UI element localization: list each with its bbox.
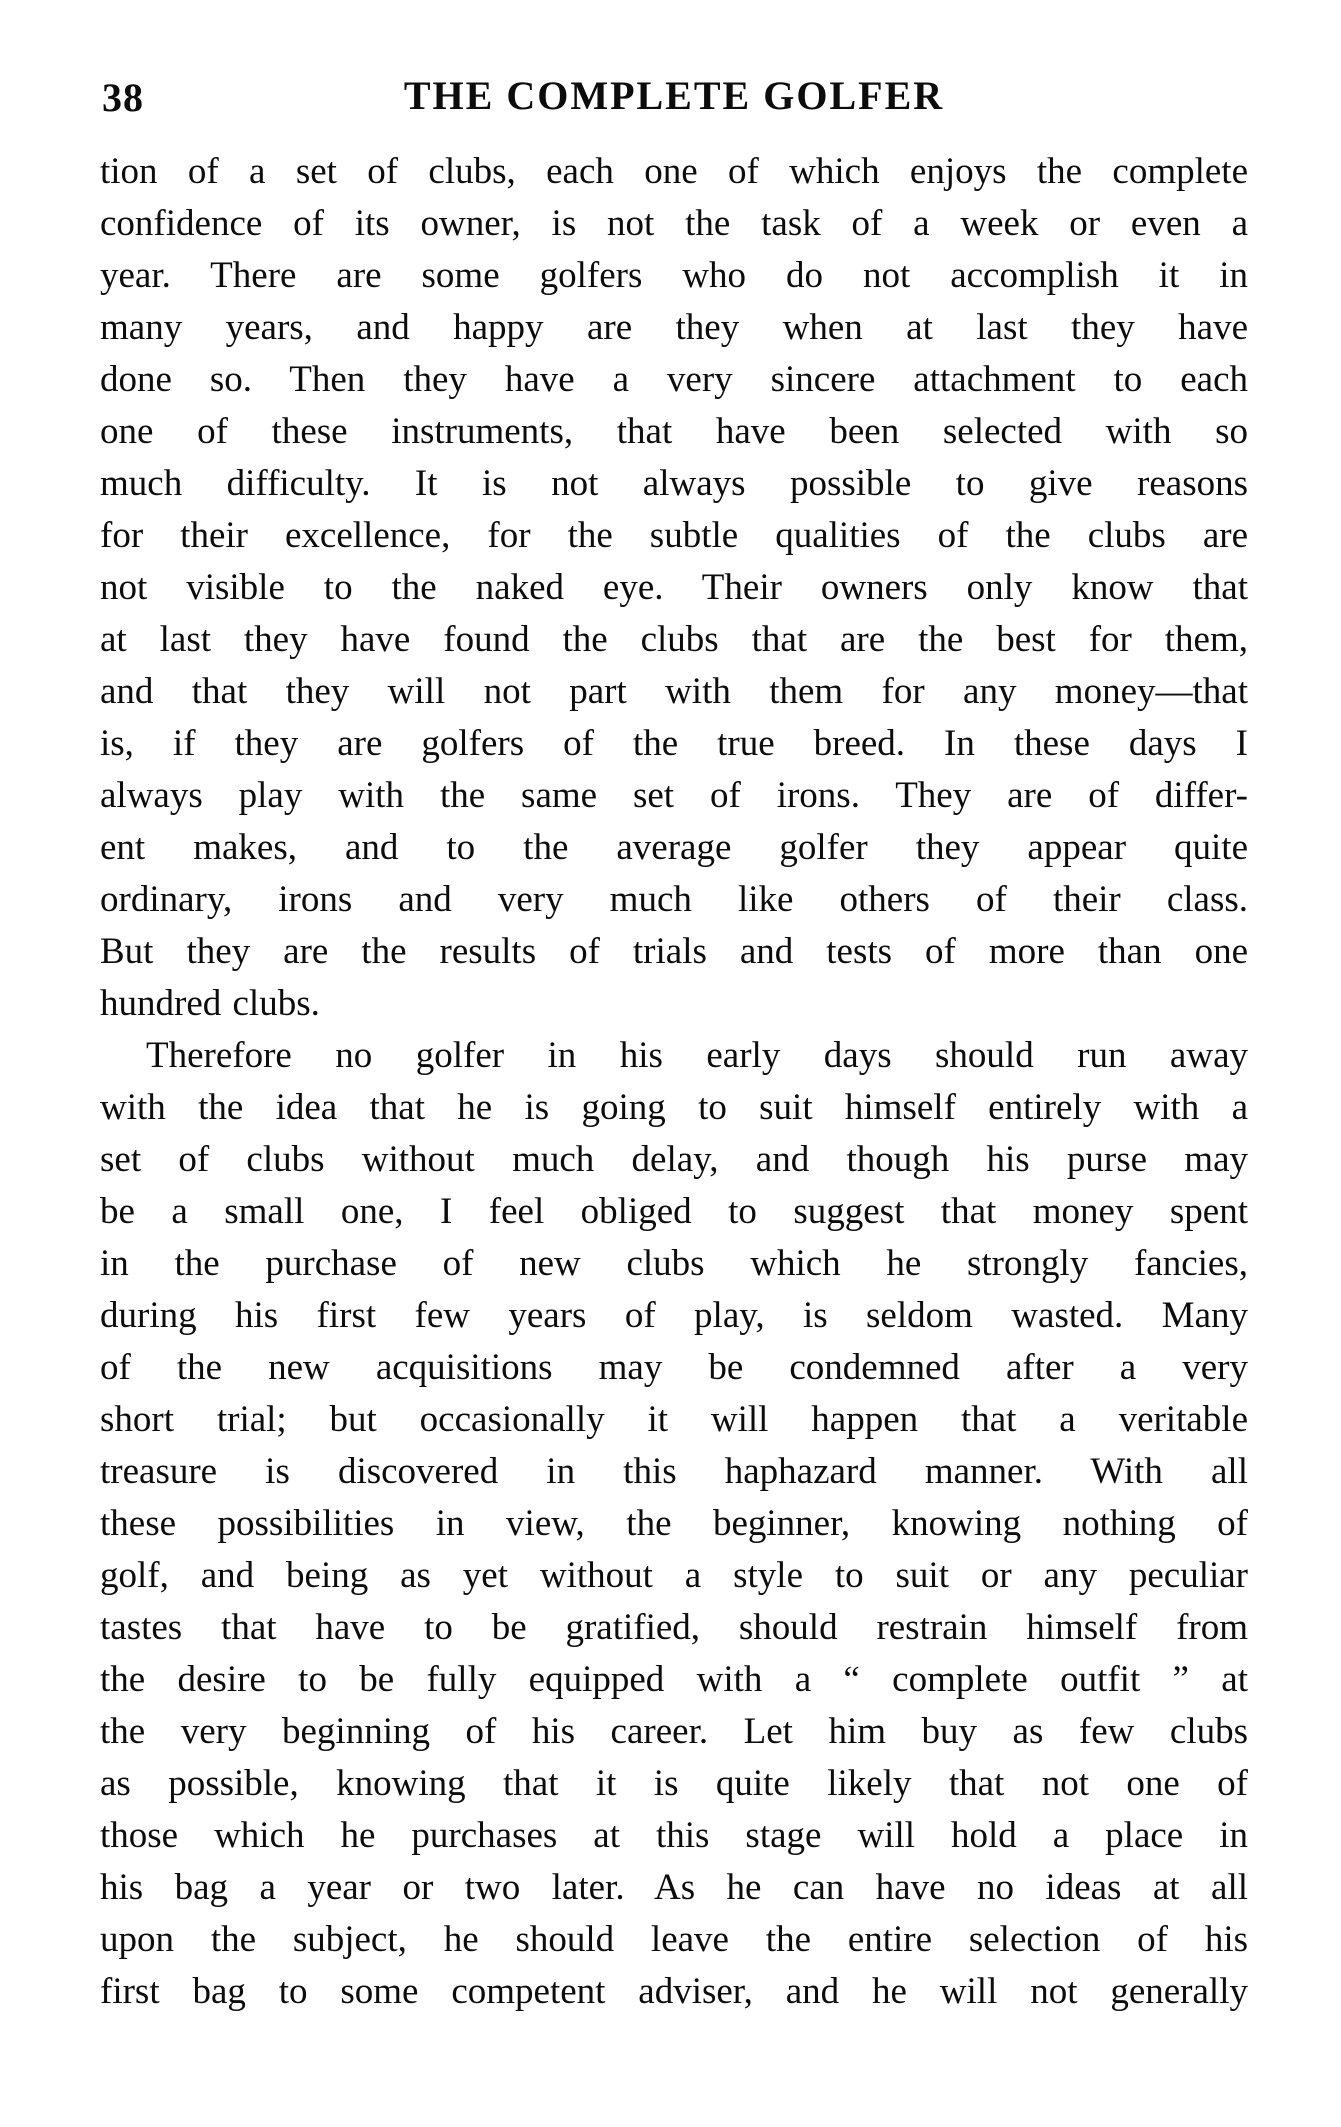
text-line: one of these instruments, that have been selected with so <box>100 411 1248 452</box>
text-line: always play with the same set of irons. They are of differ- <box>100 775 1248 816</box>
text-line: at last they have found the clubs that are the best for them, <box>100 619 1248 660</box>
text-line: in the purchase of new clubs which he strongly fancies, <box>100 1243 1248 1284</box>
text-line: of the new acquisitions may be condemned after a very <box>100 1347 1248 1388</box>
text-line: for their excellence, for the subtle qualities of the clubs are <box>100 515 1248 556</box>
text-line: and that they will not part with them for any money—that <box>100 671 1248 712</box>
text-line: the desire to be fully equipped with a “ complete outfit ” at <box>100 1659 1248 1700</box>
text-line: golf, and being as yet without a style to suit or any peculiar <box>100 1555 1248 1596</box>
text-line: first bag to some competent adviser, and he will not generally <box>100 1971 1248 2012</box>
text-line: with the idea that he is going to suit himself entirely with a <box>100 1087 1248 1128</box>
text-line: But they are the results of trials and tests of more than one <box>100 931 1248 972</box>
text-line: tion of a set of clubs, each one of which enjoys the complete <box>100 151 1248 192</box>
text-line: done so. Then they have a very sincere attachment to each <box>100 359 1248 400</box>
text-line: much difficulty. It is not always possible to give reasons <box>100 463 1248 504</box>
text-line: confidence of its owner, is not the task of a week or even a <box>100 203 1248 244</box>
text-line: short trial; but occasionally it will happen that a veritable <box>100 1399 1248 1440</box>
text-line: ent makes, and to the average golfer they appear quite <box>100 827 1248 868</box>
text-line: these possibilities in view, the beginner, knowing nothing of <box>100 1503 1248 1544</box>
running-head-title: THE COMPLETE GOLFER <box>403 73 945 118</box>
text-line: during his first few years of play, is seldom wasted. Many <box>100 1295 1248 1336</box>
text-line: ordinary, irons and very much like others of their class. <box>100 879 1248 920</box>
text-line: many years, and happy are they when at last they have <box>100 307 1248 348</box>
text-line: those which he purchases at this stage will hold a place in <box>100 1815 1248 1856</box>
text-line: upon the subject, he should leave the entire selection of his <box>100 1919 1248 1960</box>
text-line: year. There are some golfers who do not accomplish it in <box>100 255 1248 296</box>
text-line: set of clubs without much delay, and though his purse may <box>100 1139 1248 1180</box>
text-line: not visible to the naked eye. Their owners only know that <box>100 567 1248 608</box>
text-line: is, if they are golfers of the true breed. In these days I <box>100 723 1248 764</box>
text-line: as possible, knowing that it is quite likely that not one of <box>100 1763 1248 1804</box>
page-header <box>100 72 1248 122</box>
body-text <box>100 146 1248 2018</box>
text-line: Therefore no golfer in his early days should run away <box>146 1035 1248 1076</box>
text-line: the very beginning of his career. Let him buy as few clubs <box>100 1711 1248 1752</box>
text-line: treasure is discovered in this haphazard manner. With all <box>100 1451 1248 1492</box>
text-line: tastes that have to be gratified, should restrain himself from <box>100 1607 1248 1648</box>
text-line: hundred clubs. <box>100 983 320 1024</box>
page-number: 38 <box>102 75 144 120</box>
text-line: his bag a year or two later. As he can have no ideas at all <box>100 1867 1248 1908</box>
text-line: be a small one, I feel obliged to suggest that money spent <box>100 1191 1248 1232</box>
